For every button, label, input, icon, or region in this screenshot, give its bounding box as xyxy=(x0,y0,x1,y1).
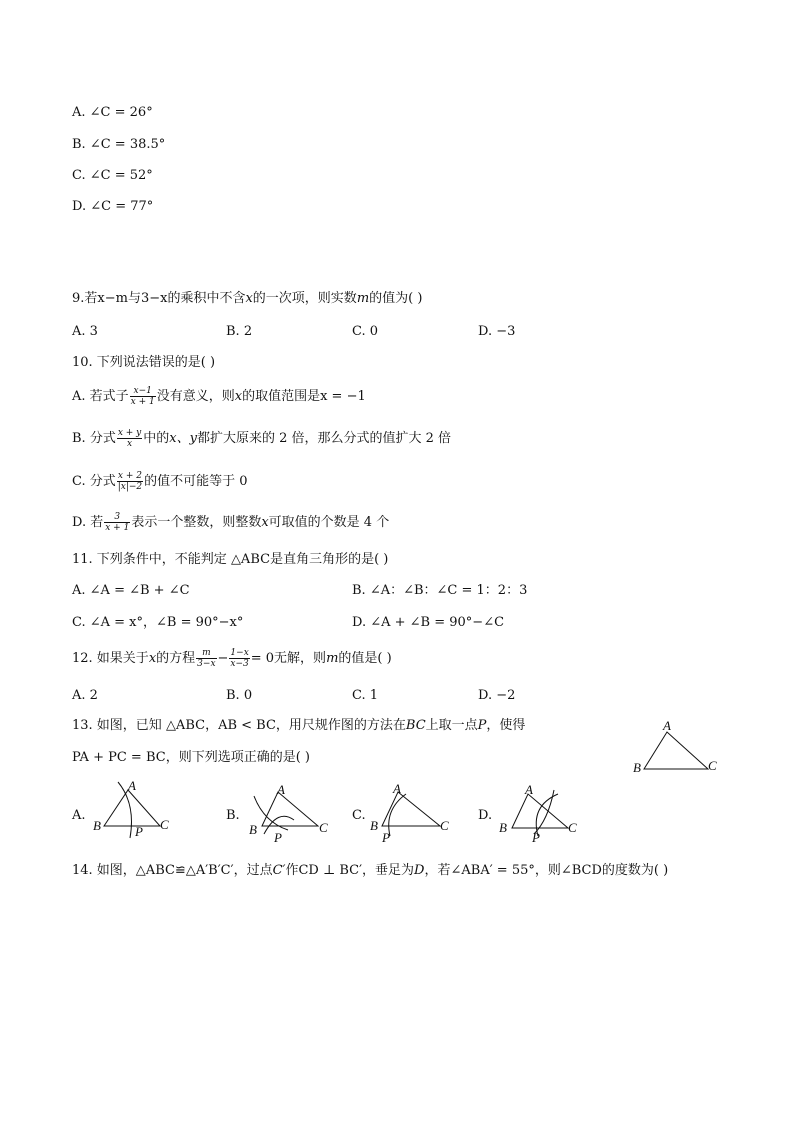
fig-c-arc xyxy=(389,794,406,836)
fig-b-label-b: B xyxy=(249,822,257,837)
q10-b-fraction xyxy=(117,428,142,449)
fig-b-label-c: C xyxy=(319,820,328,835)
q10-a-var: x xyxy=(234,389,243,404)
q13-option-d-label: D. xyxy=(478,808,493,823)
q13-line1-c: ，使得 xyxy=(486,718,526,733)
q10-d-mid: 表示一个整数，则整数 xyxy=(131,515,262,530)
q12-f2-num: 1−x xyxy=(230,648,249,658)
q12-stem-c: = 0无解，则 xyxy=(250,651,327,666)
q9-stem-c: 的值为( ) xyxy=(369,291,423,306)
q11-option-b: B. ∠A：∠B：∠C = 1：2：3 xyxy=(352,583,528,598)
q9-option-a: A. 3 xyxy=(72,324,98,339)
q13-line1-p: P xyxy=(477,718,487,733)
q8-option-b: B. ∠C = 38.5° xyxy=(72,137,166,152)
fig-b-triangle xyxy=(262,792,318,826)
q13-stem-line1 xyxy=(72,717,525,735)
q12-option-d: D. −2 xyxy=(478,688,516,703)
q10-a-frac-den: x + 1 xyxy=(130,397,155,407)
fig-d-triangle xyxy=(512,794,568,828)
q13-reference-triangle xyxy=(630,718,730,778)
q10-b-vars: x、y xyxy=(169,431,197,446)
q10-b-frac-num: x + y xyxy=(117,428,142,438)
q10-b-post: 都扩大原来的 2 倍，那么分式的值扩大 2 倍 xyxy=(196,431,452,446)
q12-stem-a: 12. 如果关于 xyxy=(72,651,149,666)
q12-stem-d: 的值是( ) xyxy=(338,651,392,666)
fig-b-arc-1 xyxy=(254,796,288,830)
q10-c-pre: C. 分式 xyxy=(72,474,116,489)
q10-option-d xyxy=(72,512,389,533)
fig-b-label-p: P xyxy=(274,830,282,845)
fig-d-label-b: B xyxy=(499,820,507,835)
fig-c-triangle xyxy=(382,792,440,826)
q12-minus: − xyxy=(217,651,229,666)
q10-option-a xyxy=(72,386,366,407)
q12-stem xyxy=(72,648,392,669)
q11-option-d: D. ∠A + ∠B = 90°−∠C xyxy=(352,615,505,630)
q14-var-d: D xyxy=(414,863,425,878)
q12-option-c: C. 1 xyxy=(352,688,379,703)
q9-stem xyxy=(72,290,422,308)
q9-option-d: D. −3 xyxy=(478,324,516,339)
q9-stem-a: 9.若x−m与3−x的乘积中不含 xyxy=(72,291,246,306)
q10-a-fraction xyxy=(130,386,156,407)
q10-d-fraction xyxy=(104,512,130,533)
fig-d-label-a: A xyxy=(525,782,533,797)
q10-b-mid: 中的 xyxy=(143,431,170,446)
q10-c-post: 的值不可能等于 0 xyxy=(144,474,248,489)
fig-d-label-p: P xyxy=(532,830,540,845)
q9-var-m: m xyxy=(356,291,370,306)
q10-c-frac-den: |x|−2 xyxy=(117,482,143,492)
q13-option-c-figure xyxy=(366,780,456,845)
fig-a-label-b: B xyxy=(93,818,101,833)
q9-option-b: B. 2 xyxy=(226,324,253,339)
fig-c-label-b: B xyxy=(370,818,378,833)
q10-a-pre: A. 若式子 xyxy=(72,389,129,404)
reference-triangle-shape xyxy=(644,732,708,769)
fig-d-label-c: C xyxy=(568,820,577,835)
ref-label-c: C xyxy=(708,758,717,773)
q12-option-a: A. 2 xyxy=(72,688,98,703)
q12-var-m: m xyxy=(326,651,339,666)
q10-b-frac-den: x xyxy=(127,439,133,449)
fig-c-label-a: A xyxy=(393,781,401,796)
q11-stem: 11. 下列条件中，不能判定 △ABC是直角三角形的是( ) xyxy=(72,552,389,567)
q10-d-var: x xyxy=(261,515,269,530)
fig-a-label-p: P xyxy=(135,824,143,839)
q11-option-a: A. ∠A = ∠B + ∠C xyxy=(72,583,190,598)
q12-option-b: B. 0 xyxy=(226,688,253,703)
q13-option-c-label: C. xyxy=(352,808,366,823)
q12-fraction-1 xyxy=(196,648,216,669)
q9-var-x: x xyxy=(245,291,253,306)
q13-option-d-figure xyxy=(496,780,586,845)
fig-b-label-a: A xyxy=(277,782,285,797)
q10-c-fraction xyxy=(117,471,143,492)
q8-option-c: C. ∠C = 52° xyxy=(72,168,153,183)
fig-d-arc-1 xyxy=(534,790,554,834)
q8-option-a: A. ∠C = 26° xyxy=(72,105,153,120)
q13-option-b-figure xyxy=(244,780,334,845)
q12-var-x: x xyxy=(148,651,157,666)
q12-fraction-2 xyxy=(229,648,249,669)
fig-a-triangle xyxy=(104,790,160,826)
q8-option-d: D. ∠C = 77° xyxy=(72,199,154,214)
q12-stem-b: 的方程 xyxy=(156,651,196,666)
q10-stem: 10. 下列说法错误的是( ) xyxy=(72,355,216,370)
q10-d-post: 可取值的个数是 4 个 xyxy=(268,515,390,530)
q9-option-c: C. 0 xyxy=(352,324,379,339)
q10-d-frac-den: x + 1 xyxy=(105,523,130,533)
q10-b-pre: B. 分式 xyxy=(72,431,116,446)
q11-option-c: C. ∠A = x°，∠B = 90°−x° xyxy=(72,615,244,630)
q12-f2-den: x−3 xyxy=(230,659,249,669)
q10-d-frac-num: 3 xyxy=(104,512,130,523)
q10-a-mid: 没有意义，则 xyxy=(156,389,235,404)
q10-c-frac-num: x + 2 xyxy=(117,471,142,481)
fig-c-label-p: P xyxy=(382,830,390,845)
q13-line1-b: 上取一点 xyxy=(425,718,478,733)
q10-a-frac-num: x−1 xyxy=(130,386,156,397)
q10-d-pre: D. 若 xyxy=(72,515,104,530)
q9-stem-b: 的一次项，则实数 xyxy=(252,291,357,306)
q10-a-post: 的取值范围是x = −1 xyxy=(242,389,366,404)
q12-f1-num: m xyxy=(196,648,216,659)
fig-a-label-a: A xyxy=(128,778,136,793)
q12-f1-den: 3−x xyxy=(197,659,216,669)
q14-var-c: C′ xyxy=(272,863,286,878)
fig-a-label-c: C xyxy=(160,817,169,832)
fig-c-label-c: C xyxy=(440,818,449,833)
q13-line1-bc: BC xyxy=(405,718,426,733)
q13-option-a-label: A. xyxy=(72,808,86,823)
q14-stem-c: ，若∠ABA′ = 55°，则∠BCD的度数为( ) xyxy=(424,863,669,878)
ref-label-b: B xyxy=(633,760,641,775)
q10-option-b xyxy=(72,428,451,449)
q14-stem-b: 作CD ⊥ BC′，垂足为 xyxy=(285,863,415,878)
q14-stem xyxy=(72,862,668,880)
q13-option-a-figure xyxy=(90,780,180,840)
q14-stem-a: 14. 如图，△ABC≌△A′B′C′，过点 xyxy=(72,863,273,878)
q13-stem-line2: PA + PC = BC，则下列选项正确的是( ) xyxy=(72,750,310,765)
q10-option-c xyxy=(72,471,248,492)
ref-label-a: A xyxy=(663,718,671,733)
q13-option-b-label: B. xyxy=(226,808,240,823)
q13-line1-a: 13. 如图，已知 △ABC，AB < BC，用尺规作图的方法在 xyxy=(72,718,406,733)
